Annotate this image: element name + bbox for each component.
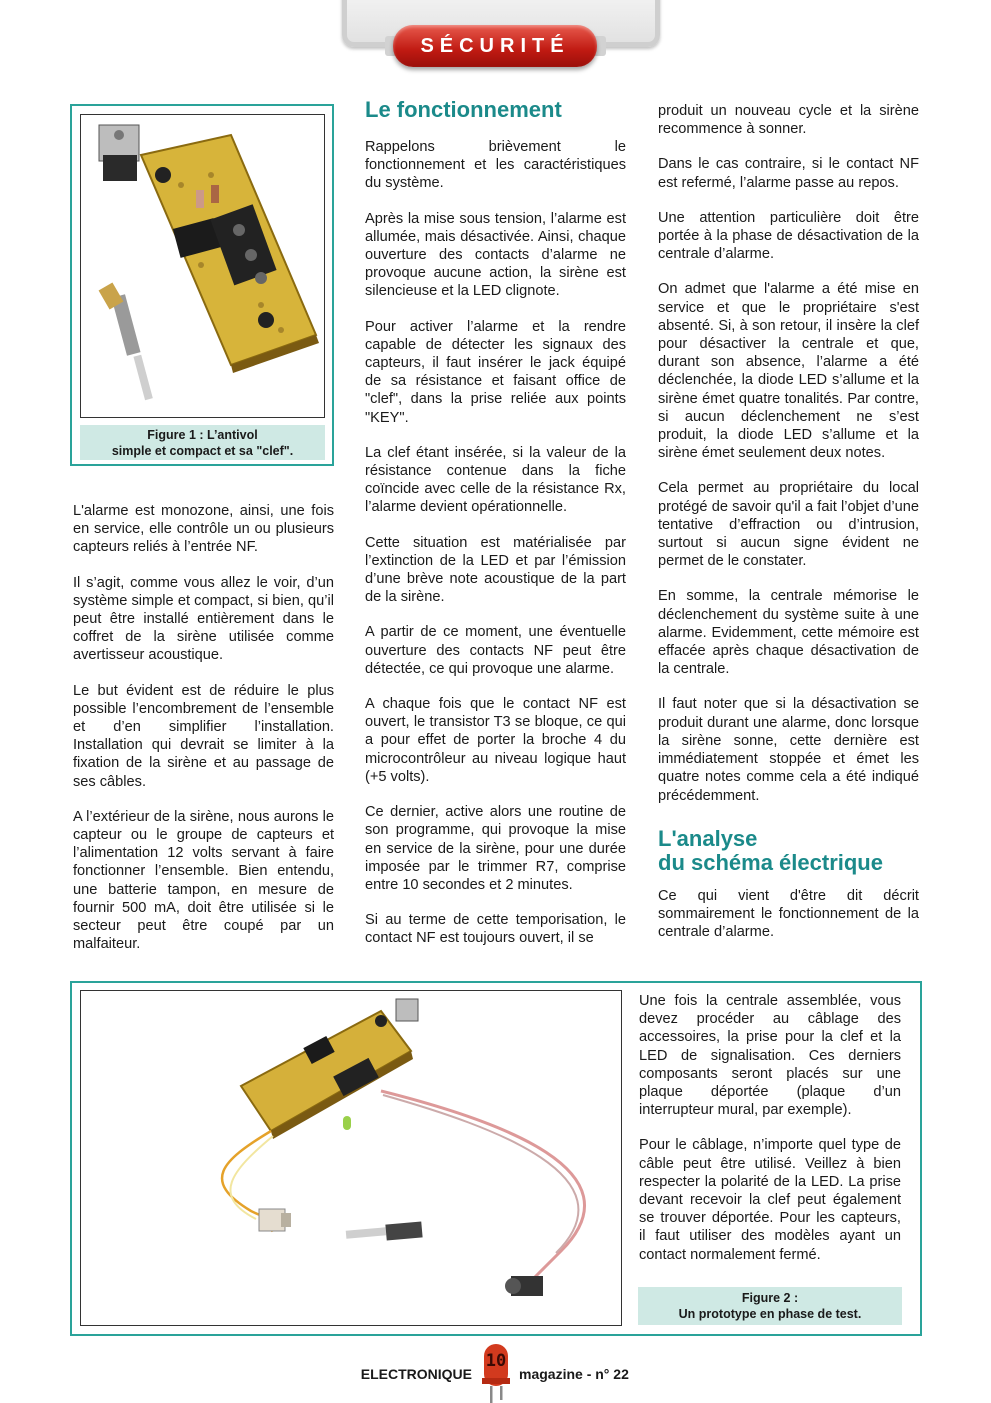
figure-2-caption-line1: Figure 2 : [741,1291,799,1305]
paragraph: A chaque fois que le contact NF est ouvert, le transistor T3 se bloque, ce qui a pour effet de porter la broche 4 du microcontrôleur au niveau logique haut (+5 volts). [365,696,626,785]
figure-2-caption [638,1287,902,1325]
paragraph: produit un nouveau cycle et la sirène recommence à sonner. [658,103,919,138]
paragraph: Le but évident est de réduire le plus possible l’encombrement de l’ensemble et d’en simplifier l’installation. Installation qui devrait se limiter à la fixation de la sirène et au passage de ses câbles. [73,682,334,790]
paragraph: Si au terme de cette temporisation, le contact NF est toujours ouvert, il se [365,912,626,947]
column-2 [365,98,626,965]
section-heading-fonctionnement: Le fonctionnement [365,97,562,122]
paragraph: Pour le câblage, n’importe quel type de câble peut être utilisé. Veillez à bien respecter la polarité de la LED. La prise devant recevoir la clef peut également se trouver déportée. Pour les capteurs, il faut utiliser des modèles ayant un contact normalement fermé. [639,1137,901,1263]
footer-issue: magazine - n° 22 [519,1366,629,1382]
figure-2-photo [80,990,622,1326]
column-1 [73,502,334,970]
heading-line: L'analyse [658,825,758,851]
paragraph: Cela permet au propriétaire du local protégé de savoir qu'il a fait l’objet d’une tentative d’effraction ou d’intrusion, surtout si aucun signe évident ne permet de le constater. [658,480,919,570]
figure-2-text [639,992,901,1281]
paragraph: Une fois la centrale assemblée, vous devez procéder au câblage des accessoires, la prise pour la clef et la LED de signalisation. Ces derniers composants seront placés sur une plaque déportée (plaque d’un interrupteur mural, par exemple). [639,993,901,1119]
paragraph: Dans le cas contraire, si le contact NF est refermé, l’alarme passe au repos. [658,156,919,191]
column-3 [658,102,919,958]
section-banner: SÉCURITÉ [393,25,597,67]
paragraph: Il faut noter que si la désactivation se produit durant une alarme, donc lorsque la sirène sonne, cette dernière est immédiatement stoppée et émet les quatre notes comme cela a été indiqué précédemment. [658,696,919,804]
figure-1-caption-line1: Figure 1 : L’antivol [147,428,258,442]
paragraph: En somme, la centrale mémorise le déclenchement du système suite à une alarme. Evidemment, cette mémoire est effacée après chaque désactivation de la centrale. [658,588,919,678]
footer-magazine-name: ELECTRONIQUE [360,1366,472,1382]
paragraph: Pour activer l’alarme et la rendre capable de détecter les signaux des capteurs, il faut insérer le jack équipé de sa résistance et faisant office de "clef", dans la prise reliée aux points "KEY". [365,318,626,426]
paragraph: Il s’agit, comme vous allez le voir, d’un système simple et compact, si bien, qu’il peut être installé entièrement dans le coffret de la sirène utilisée comme avertisseur acoustique. [73,574,334,664]
paragraph: Après la mise sous tension, l’alarme est allumée, mais désactivée. Ainsi, chaque ouverture des contacts d’alarme ne provoque aucune action, la sirène est silencieuse et la LED clignote. [365,210,626,300]
paragraph: L'alarme est monozone, ainsi, une fois en service, elle contrôle un ou plusieurs capteurs reliés à l’entrée NF. [73,503,334,556]
figure-1-caption [80,425,325,460]
heading-line: du schéma électrique [658,849,883,875]
figure-1-photo [80,114,325,418]
paragraph: On admet que l'alarme a été mise en service et que le propriétaire s'est absenté. Si, à son retour, il insère la clef pour désactiver la centrale et que, durant son absence, l’alarme a été déclenchée, la diode LED s’allume et la sirène émet quatre tonalités. Par contre, si aucun déclenchement ne s’est produit, la diode LED s’allume et la sirène émet seulement deux notes. [658,281,919,462]
paragraph: Rappelons brièvement le fonctionnement et les caractéristiques du système. [365,139,626,192]
paragraph: Ce dernier, active alors une routine de son programme, qui provoque la mise en service de la sirène, pour une durée imposée par le trimmer R7, comprise entre 10 secondes et 2 minutes. [365,804,626,893]
figure-1-caption-line2: simple et compact et sa "clef". [111,444,294,458]
paragraph: Ce qui vient d'être dit décrit sommairement le fonctionnement de la centrale d’alarme. [658,887,919,941]
paragraph: Cette situation est matérialisée par l’extinction de la LED et par l’émission d’une brève note acoustique de la part de la sirène. [365,534,626,606]
page-number: 10 [485,1351,507,1371]
paragraph: A l’extérieur de la sirène, nous aurons le capteur ou le groupe de capteurs et l’alimentation 12 volts servant à faire fonctionner l’ensemble. Bien entendu, une batterie tampon, en mesure de fournir 500 mA, doit être utilisée si le secteur peut être coupé par un malfaiteur. [73,808,334,953]
circuit-board-photo [81,115,325,418]
section-heading-analyse [658,827,919,875]
paragraph: La clef étant insérée, si la valeur de la résistance contenue dans la fiche coïncide avec celle de la résistance Rx, l’alarme devient opérationnelle. [365,444,626,516]
paragraph: A partir de ce moment, une éventuelle ouverture des contacts NF peut être détectée, ce qui provoque une alarme. [365,624,626,677]
paragraph: Une attention particulière doit être portée à la phase de désactivation de la centrale d’alarme. [658,209,919,263]
prototype-photo [81,991,622,1326]
figure-2-caption-line2: Un prototype en phase de test. [678,1307,862,1321]
